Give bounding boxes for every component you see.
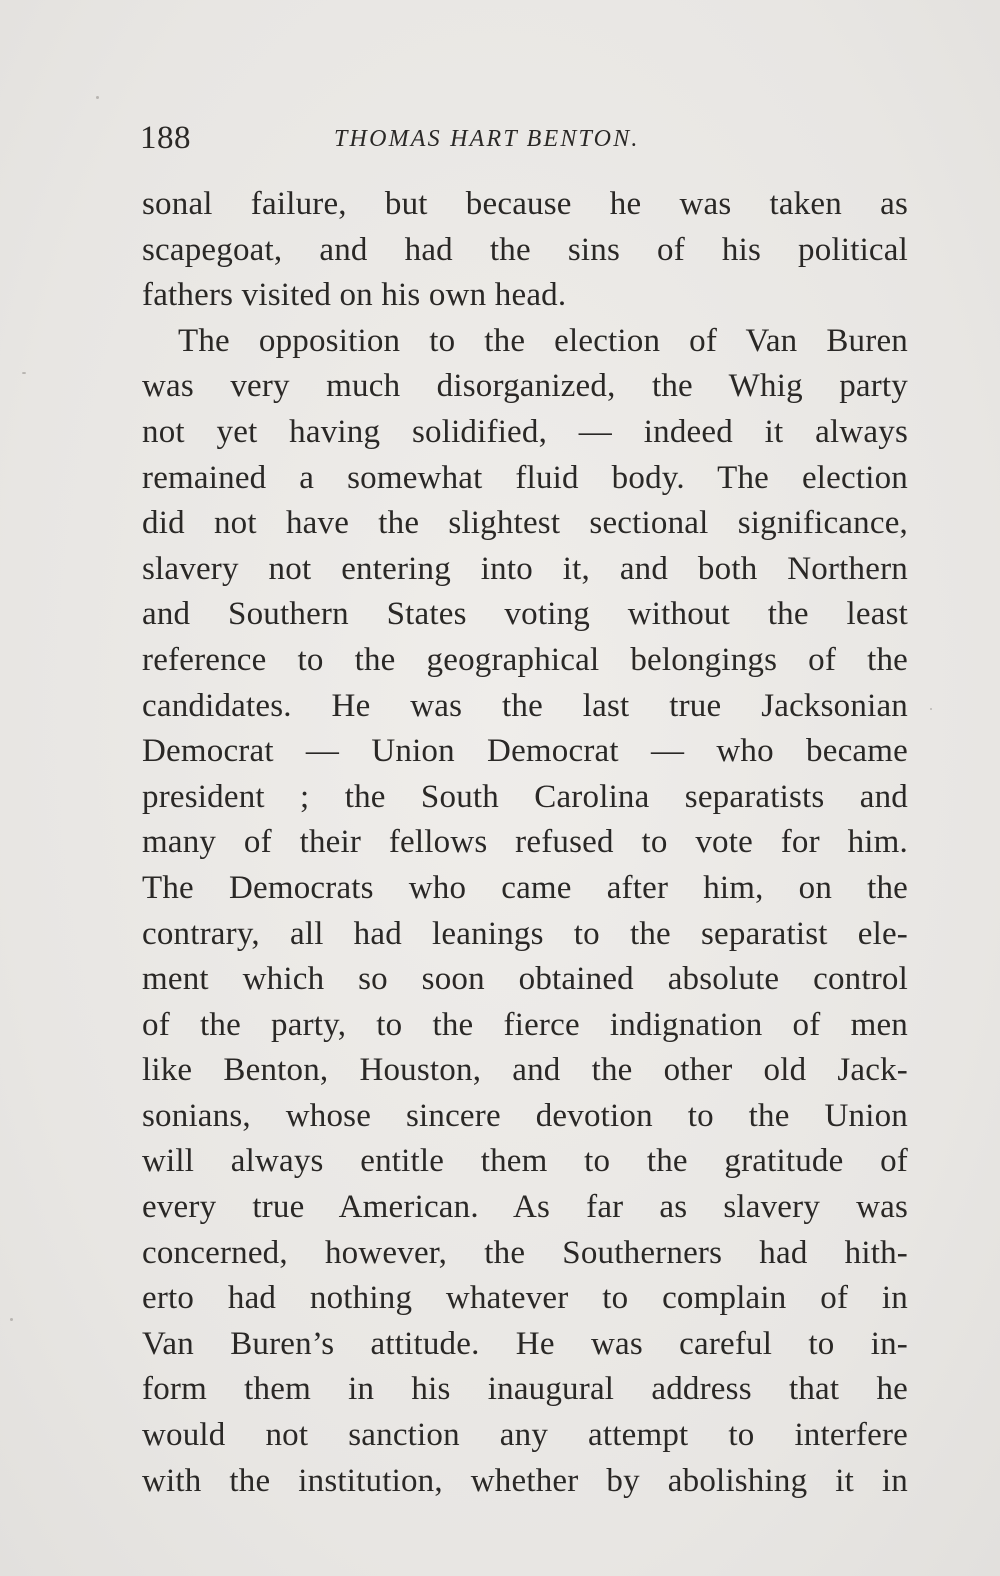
- text-line: of the party, to the fierce indignation of men: [142, 1006, 908, 1043]
- text-line: sonal failure, but because he was taken as: [142, 186, 908, 222]
- text-line: will always entitle them to the gratitude of: [142, 1143, 908, 1180]
- text-line: candidates. He was the last true Jacksonian: [142, 687, 908, 724]
- page-header: [140, 118, 910, 168]
- text-line: form them in his inaugural address that he: [142, 1371, 908, 1408]
- text-line: ment which so soon obtained absolute control: [142, 961, 908, 998]
- text-line: slavery not entering into it, and both Northern: [142, 550, 908, 587]
- text-line: Van Buren’s attitude. He was careful to in-: [142, 1325, 908, 1362]
- text-line: did not have the slightest sectional significance,: [142, 505, 908, 542]
- paper-speck: [10, 1318, 13, 1321]
- text-line: contrary, all had leanings to the separatist ele-: [142, 915, 908, 952]
- running-head: THOMAS HART BENTON.: [334, 126, 640, 152]
- text-line: erto had nothing whatever to complain of in: [142, 1280, 908, 1317]
- text-line: sonians, whose sincere devotion to the Union: [142, 1097, 908, 1134]
- text-line: concerned, however, the Southerners had hith-: [142, 1234, 908, 1271]
- text-line: was very much disorganized, the Whig party: [142, 368, 908, 405]
- text-line: every true American. As far as slavery was: [142, 1189, 908, 1226]
- text-line: The opposition to the election of Van Buren: [178, 322, 908, 359]
- text-line: Democrat — Union Democrat — who became: [142, 733, 908, 770]
- text-line: The Democrats who came after him, on the: [142, 869, 908, 906]
- text-line: would not sanction any attempt to interfere: [142, 1417, 908, 1454]
- text-line: and Southern States voting without the least: [142, 596, 908, 633]
- paper-speck: [96, 96, 99, 99]
- text-line: scapegoat, and had the sins of his political: [142, 231, 908, 268]
- text-line: president ; the South Carolina separatists and: [142, 778, 908, 815]
- text-line: not yet having solidified, — indeed it always: [142, 413, 908, 450]
- paper-speck: [22, 372, 26, 374]
- text-line: many of their fellows refused to vote for him.: [142, 824, 908, 861]
- body-text: [142, 182, 908, 1504]
- text-line: fathers visited on his own head.: [142, 277, 567, 314]
- text-line: reference to the geographical belongings of the: [142, 641, 908, 678]
- text-line: with the institution, whether by abolishing it in: [142, 1462, 908, 1499]
- text-line: remained a somewhat fluid body. The election: [142, 459, 908, 496]
- paper-speck: [930, 708, 932, 710]
- text-line: like Benton, Houston, and the other old Jack-: [142, 1052, 908, 1089]
- page-number: 188: [140, 120, 191, 156]
